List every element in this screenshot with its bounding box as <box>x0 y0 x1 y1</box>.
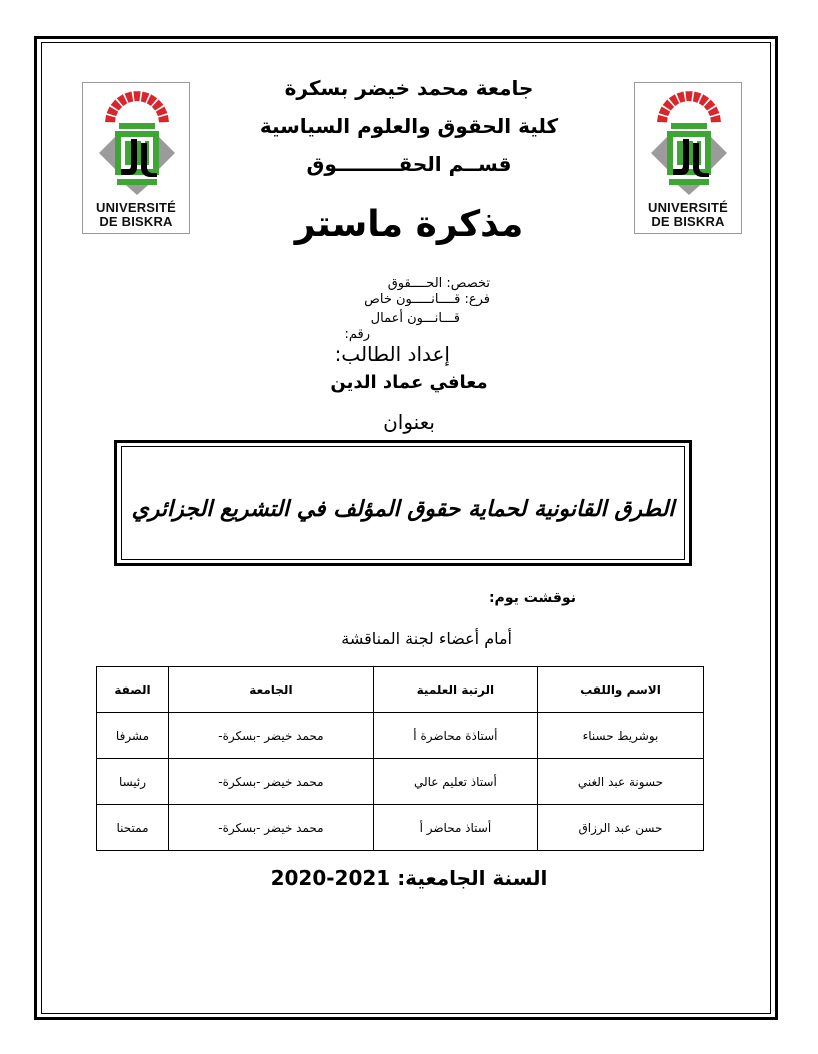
member-university: محمد خيضر -بسكرة- <box>169 805 374 851</box>
table-row <box>97 759 704 805</box>
department-name: قســم الحقـــــــــوق <box>306 152 512 176</box>
academic-year <box>0 866 818 890</box>
member-rank: أستاذ محاضر أ <box>373 805 537 851</box>
academic-year-value: 2020-2021 <box>270 866 391 890</box>
student-name: معافي عماد الدين <box>330 372 488 393</box>
member-role: مشرفا <box>97 713 169 759</box>
branch-line: فرع: قــــانـــــون خاص <box>364 292 490 307</box>
faculty-name: كلية الحقوق والعلوم السياسية <box>259 114 559 138</box>
header-role: الصفة <box>97 667 169 713</box>
member-name: حسن عبد الرزاق <box>537 805 703 851</box>
prepared-by-label: إعداد الطالب: <box>334 342 450 366</box>
table-row <box>97 805 704 851</box>
member-rank: أستاذ تعليم عالي <box>373 759 537 805</box>
member-role: ممتحنا <box>97 805 169 851</box>
committee-table <box>96 666 704 851</box>
university-name: جامعة محمد خيضر بسكرة <box>284 76 534 100</box>
table-header-row <box>97 667 704 713</box>
logo-text-line2: DE BISKRA <box>651 214 725 229</box>
biskra-emblem-icon <box>643 89 735 197</box>
memo-title: مذكرة ماستر <box>294 204 524 245</box>
member-name: بوشريط حسناء <box>537 713 703 759</box>
biskra-emblem-icon <box>91 89 183 197</box>
logo-text-line1: UNIVERSITÉ <box>647 200 728 215</box>
member-university: محمد خيضر -بسكرة- <box>169 759 374 805</box>
sub-branch-line: قـــانـــون أعمال <box>370 311 460 326</box>
header-name: الاسم واللقب <box>537 667 703 713</box>
number-line: رقم: <box>344 327 370 342</box>
member-name: حسونة عبد الغني <box>537 759 703 805</box>
committee-label: أمام أعضاء لجنة المناقشة <box>341 629 512 648</box>
title-label: بعنوان <box>383 410 435 434</box>
logo-text-line1: UNIVERSITÉ <box>95 200 176 215</box>
academic-year-label: السنة الجامعية: <box>397 866 548 890</box>
member-role: رئيسا <box>97 759 169 805</box>
table-row <box>97 713 704 759</box>
member-university: محمد خيضر -بسكرة- <box>169 713 374 759</box>
logo-text-line2: DE BISKRA <box>99 214 173 229</box>
member-rank: أستاذة محاضرة أ <box>373 713 537 759</box>
discussion-date-label: نوقشت يوم: <box>488 590 576 606</box>
thesis-title: الطرق القانونية لحماية حقوق المؤلف في التشريع الجزائري <box>131 496 675 522</box>
specialization-line: تخصص: الحــــقوق <box>387 276 490 291</box>
header-university: الجامعة <box>169 667 374 713</box>
header-rank: الرتبة العلمية <box>373 667 537 713</box>
